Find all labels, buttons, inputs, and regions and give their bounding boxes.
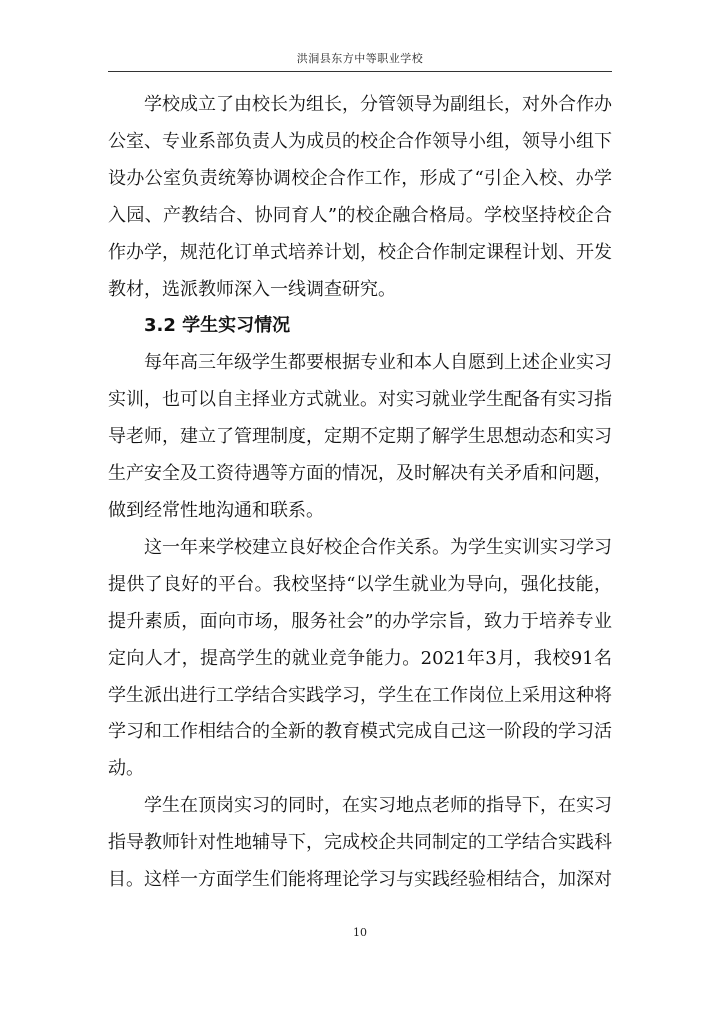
- document-body: [108, 87, 612, 899]
- paragraph-internship-arrangement: 每年高三年级学生都要根据专业和本人自愿到上述企业实习实训，也可以自主择业方式就业。对实习就业学生配备有实习指导老师，建立了管理制度，定期不定期了解学生思想动态和实习生产安全及工资待遇等方面的情况，及时解决有关矛盾和问题，做到经常性地沟通和联系。: [108, 352, 612, 521]
- section-heading: 3.2 学生实习情况: [144, 315, 291, 337]
- header-divider: [108, 71, 612, 72]
- paragraph-cooperation-platform: 这一年来学校建立良好校企合作关系。为学生实训实习学习提供了良好的平台。我校坚持“以学生就业为导向，强化技能，提升素质，面向市场，服务社会”的办学宗旨，致力于培养专业定向人才，提高学生的就业竞争能力。2021年3月，我校91名学生派出进行工学结合实践学习，学生在工作岗位上采用这种将学习和工作相结合的全新的教育模式完成自己这一阶段的学习活动。: [108, 536, 612, 780]
- paragraph-on-job-internship: 学生在顶岗实习的同时，在实习地点老师的指导下，在实习指导教师针对性地辅导下，完成校企共同制定的工学结合实践科目。这样一方面学生们能将理论学习与实践经验相结合，加深对: [108, 795, 612, 891]
- page-number: 10: [353, 926, 367, 939]
- paragraph-school-enterprise-leadership: 学校成立了由校长为组长，分管领导为副组长，对外合作办公室、专业系部负责人为成员的校企合作领导小组，领导小组下设办公室负责统筹协调校企合作工作，形成了“引企入校、办学入园、产教结合、协同育人”的校企融合格局。学校坚持校企合作办学，规范化订单式培养计划，校企合作制定课程计划、开发教材，选派教师深入一线调查研究。: [108, 94, 612, 300]
- page-header: 洪洞县东方中等职业学校: [296, 52, 424, 65]
